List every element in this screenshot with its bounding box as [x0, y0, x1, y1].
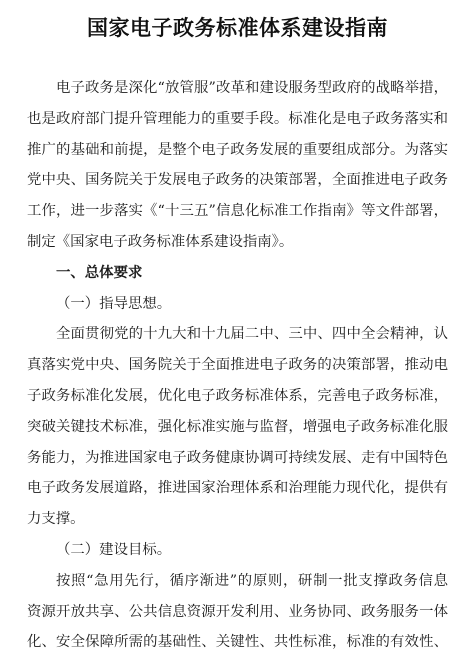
- paragraph-1-line: 也是政府部门提升管理能力的重要手段。标准化是电子政务落实和: [27, 110, 448, 127]
- paragraph-3-line: 按照“急用先行，循序渐进”的原则，研制一批支撑政务信息: [56, 572, 448, 589]
- paragraph-1-line: 推广的基础和前提，是整个电子政务发展的重要组成部分。为落实: [27, 141, 448, 158]
- subheading-construction-goals: （二）建设目标。: [56, 541, 172, 558]
- paragraph-3-line: 化、安全保障所需的基础性、关键性、共性标准，标准的有效性、: [27, 634, 448, 651]
- paragraph-2-line: 全面贯彻党的十九大和十九届二中、三中、四中全会精神，认: [56, 326, 448, 343]
- paragraph-2-line: 力支撑。: [27, 511, 85, 528]
- paragraph-2-line: 突破关键技术标准，强化标准实施与监督，增强电子政务标准化服: [27, 418, 448, 435]
- paragraph-3-line: 资源开放共享、公共信息资源开发利用、业务协同、政务服务一体: [27, 603, 448, 620]
- paragraph-1-line: 工作，进一步落实《“十三五”信息化标准工作指南》等文件部署，: [27, 203, 448, 220]
- paragraph-2-line: 电子政务发展道路，推进国家治理体系和治理能力现代化，提供有: [27, 480, 448, 497]
- section-heading-overall-requirements: 一、总体要求: [56, 264, 143, 281]
- paragraph-2-line: 务能力，为推进国家电子政务健康协调可持续发展、走有中国特色: [27, 449, 448, 466]
- document-title: 国家电子政务标准体系建设指南: [87, 16, 388, 40]
- subheading-guiding-ideology: （一）指导思想。: [56, 295, 172, 312]
- paragraph-1-line: 电子政务是深化“放管服”改革和建设服务型政府的战略举措，: [56, 80, 448, 96]
- paragraph-2-line: 真落实党中央、国务院关于全面推进电子政务的决策部署，推动电: [27, 357, 448, 374]
- paragraph-2-line: 子政务标准化发展，优化电子政务标准体系，完善电子政务标准，: [27, 387, 448, 404]
- paragraph-1-line: 党中央、国务院关于发展电子政务的决策部署，全面推进电子政务: [27, 172, 448, 189]
- paragraph-1-line: 制定《国家电子政务标准体系建设指南》。: [27, 233, 294, 250]
- document-body: [27, 73, 448, 658]
